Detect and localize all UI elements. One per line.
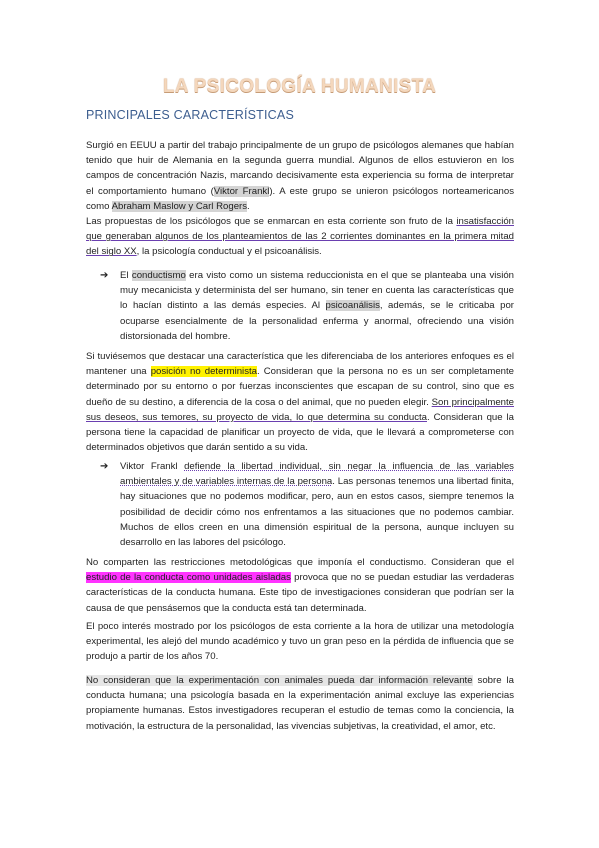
text-span: provoca que no se puedan estudiar las verdaderas características de la conducta humana. Este tipo de investigaciones consideran que podrían ser la causa de que pensásemos que la conducta está tan determinada. <box>86 572 515 614</box>
arrow-bullet-icon: ➔ <box>100 461 109 472</box>
highlight-conductismo: conductismo <box>131 270 186 281</box>
text-span: Surgió en EEUU a partir del trabajo principalmente de un grupo de psicólogos alemanes que habían tenido que huir de Alemania en la segunda guerra mundial. Algunos de ellos estuvieron en los campos de concentración Nazis, marcando decisivamente esta experiencia su forma de interpretar el comportamiento humano ( <box>86 140 514 197</box>
text-span: ). A este grupo se unieron psicólogos norteamericanos como <box>86 185 514 212</box>
paragraph-poco-interes <box>86 619 514 665</box>
highlight-experimentacion-animales: No consideran que la experimentación con animales pueda dar información relevante <box>86 675 473 686</box>
paragraph-experimentacion-animal <box>86 673 514 734</box>
text-span: , la psicología conductual y el psicoanálisis. <box>136 246 322 258</box>
text-span: , además, se le criticaba por ocuparse esencialmente de la personalidad enferma y anormal, ofreciendo una visión distorsionada del hombre. <box>120 300 514 342</box>
highlight-psicoanalisis: psicoanálisis <box>325 300 380 312</box>
text-span: era visto como un sistema reduccionista en el que se planteaba una visión muy mecanicista y determinista del ser humano, sin tener en cuenta las características que lo hacían distinto a las demás especies. Al <box>120 270 514 312</box>
underline-libertad-individual: defiende la libertad individual, sin negar la influencia de las variables ambientales y de variables internas de la persona <box>120 461 514 488</box>
paragraph-metodologia <box>86 555 514 616</box>
paragraph-proposals <box>86 214 514 260</box>
bullet-viktor-frankl <box>100 459 514 550</box>
highlight-viktor-frankl: Viktor Frankl <box>213 185 270 197</box>
text-span: . Consideran que la persona no es un ser completamente determinado por su entorno o por fuerzas inconscientes que escapan de su control, sino que es dueño de su destino, a diferencia de la cosa o del animal, que no pueden elegir. <box>86 366 514 408</box>
text-span: El <box>120 270 132 281</box>
paragraph-no-determinista <box>86 349 514 455</box>
text-span: Las propuestas de los psicólogos que se enmarcan en esta corriente son fruto de la <box>86 216 457 227</box>
text-span: No comparten las restricciones metodológicas que imponía el conductismo. Consideran que el <box>86 557 514 568</box>
highlight-unidades-aisladas: estudio de la conducta como unidades aisladas <box>86 572 291 584</box>
text-span: El poco interés mostrado por los psicólogos de esta corriente a la hora de utilizar una metodología experimental, les alejó del mundo académico y tuvo un gran peso en la pérdida de influencia que se produjo a partir de los años 70. <box>86 621 514 663</box>
underline-insatisfaccion: insatisfacción que generaban algunos de los planteamientos de las 2 corrientes dominantes en la primera mitad del siglo XX <box>86 216 514 258</box>
paragraph-origin <box>86 138 514 214</box>
underline-deseos-temores: Son principalmente sus deseos, sus temores, su proyecto de vida, lo que determina su conducta <box>86 396 514 423</box>
text-span: Si tuviésemos que destacar una característica que les diferenciaba de los anteriores enfoques es el mantener una <box>86 351 514 378</box>
section-heading: PRINCIPALES CARACTERÍSTICAS <box>86 108 294 122</box>
highlight-posicion-no-determinista: posición no determinista <box>150 366 257 378</box>
bullet-text <box>104 268 514 344</box>
page-title: LA PSICOLOGÍA HUMANISTA <box>162 76 437 97</box>
text-span: . Las personas tenemos una libertad finita, hay situaciones que no podemos modificar, pero, aun en estos casos, siempre tenemos la posibilidad de decidir cómo nos enfrentamos a las situaciones que no podemos cambiar. Muchos de ellos creen en una dimensión espiritual de la persona, aunque incluyen su desarrollo en las labores del psicólogo. <box>120 476 514 549</box>
arrow-bullet-icon: ➔ <box>100 270 109 281</box>
bullet-text <box>104 459 514 550</box>
text-span: . Consideran que la persona tiene la capacidad de planificar un proyecto de vida, que le llevará a comprometerse con determinados objetivos que darán sentido a su vida. <box>86 411 514 454</box>
text-span: sobre la conducta humana; una psicología basada en la experimentación animal excluye las experiencias propiamente humanas. Estos investigadores recuperan el estudio de temas como la conciencia, la motivación, la estructura de la personalidad, las vivencias subjetivas, la creatividad, el amor, etc. <box>86 675 514 732</box>
text-span: Viktor Frankl <box>120 461 185 472</box>
text-span: . <box>247 200 250 212</box>
bullet-conductismo <box>100 268 514 344</box>
highlight-maslow-rogers: Abraham Maslow y Carl Rogers <box>111 200 248 212</box>
